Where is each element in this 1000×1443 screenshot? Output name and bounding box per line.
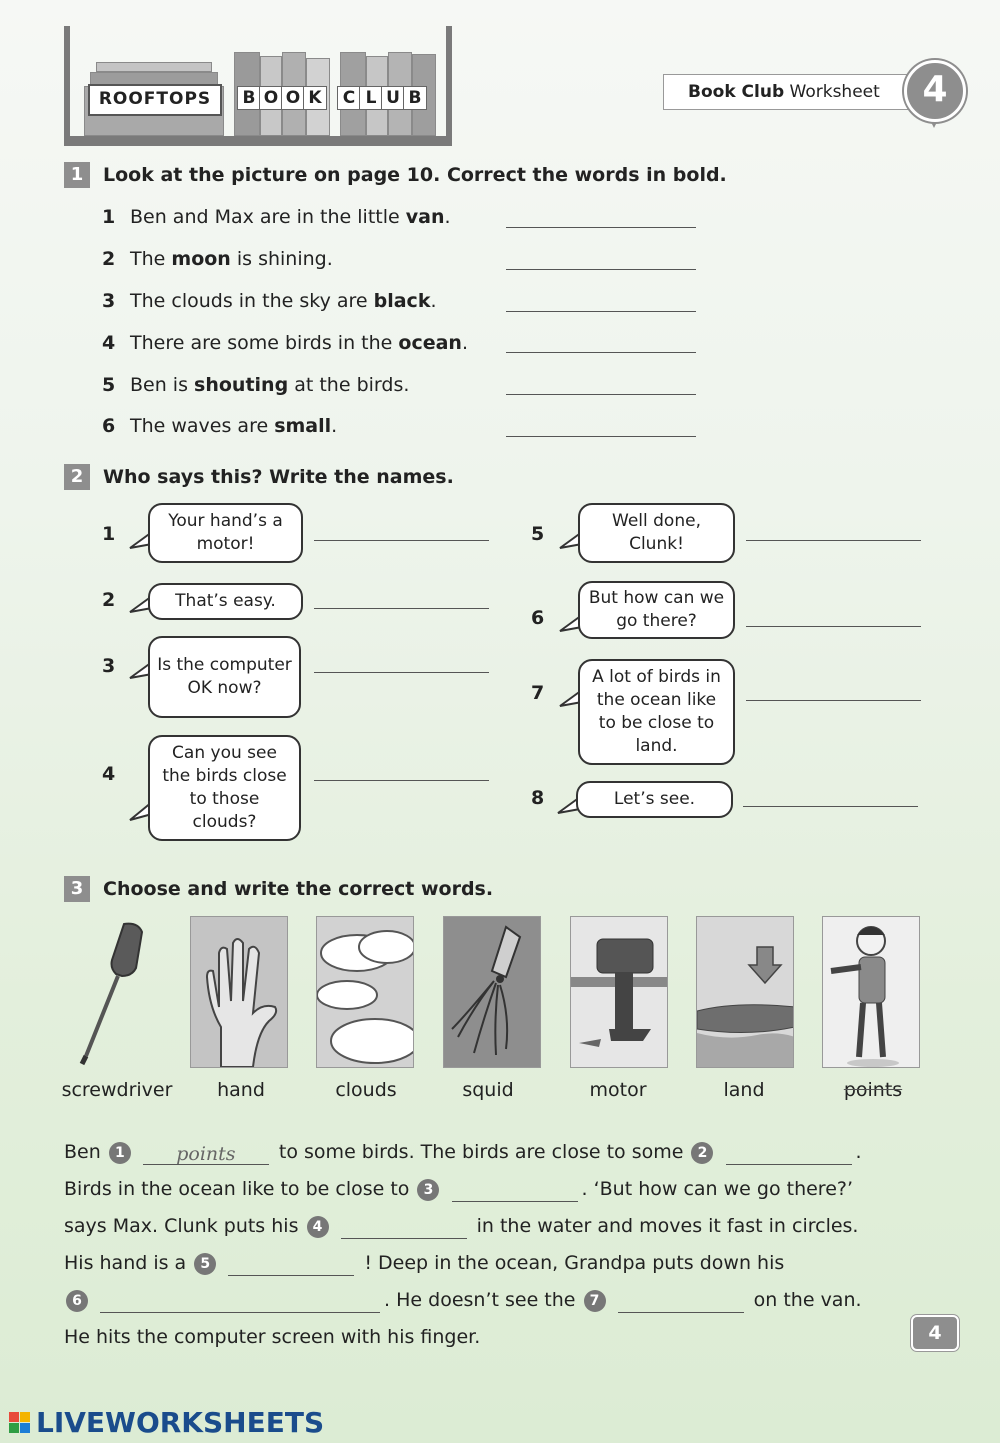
bold-word: moon: [171, 248, 231, 270]
logo-letter: K: [303, 86, 327, 110]
page-number: 4: [911, 1315, 959, 1351]
answer-input[interactable]: [228, 1255, 354, 1276]
rooftops-label: ROOFTOPS: [88, 84, 222, 116]
speech-bubble: Can you see the birds close to those clouds?: [148, 735, 301, 841]
clouds-image: [316, 916, 414, 1068]
land-image: [696, 916, 794, 1068]
answer-input[interactable]: [314, 540, 489, 541]
worksheet-number-badge: 4: [904, 60, 966, 122]
word-label: motor: [589, 1079, 647, 1101]
answer-input[interactable]: [506, 436, 696, 437]
answer-input[interactable]: [506, 394, 696, 395]
liveworksheets-logo-icon: [9, 1412, 31, 1434]
item-number: 1: [102, 206, 116, 228]
passage-line: [64, 1287, 862, 1313]
word-label-used: points: [843, 1079, 903, 1101]
answer-input[interactable]: [506, 311, 696, 312]
word-label: hand: [217, 1079, 265, 1101]
blank-number: 4: [307, 1216, 329, 1238]
answer-input[interactable]: [506, 227, 696, 228]
bold-word: small: [274, 415, 332, 437]
bold-word: ocean: [398, 332, 462, 354]
item-text: .: [444, 206, 451, 228]
list-item: [102, 289, 437, 313]
bookshelf-base: [64, 136, 452, 146]
bold-word: shouting: [194, 374, 289, 396]
passage-text: .: [855, 1141, 862, 1163]
boy-pointing-image: [822, 916, 920, 1068]
speech-bubble: But how can we go there?: [578, 581, 735, 639]
item-number: 2: [102, 589, 116, 611]
worksheet-label-bold: Book Club: [688, 82, 785, 102]
answer-input[interactable]: [506, 352, 696, 353]
list-item: [102, 331, 468, 355]
blank-number: 5: [194, 1253, 216, 1275]
passage-text: in the water and moves it fast in circles.: [476, 1215, 859, 1237]
logo-letter: C: [337, 86, 361, 110]
item-number: 3: [102, 290, 116, 312]
logo-letter: U: [381, 86, 405, 110]
item-text: The: [130, 248, 172, 270]
speech-bubble: Well done, Clunk!: [578, 503, 735, 563]
item-number: 5: [531, 523, 545, 545]
speech-bubble: Let’s see.: [576, 781, 733, 818]
answer-input[interactable]: [506, 269, 696, 270]
item-text: .: [461, 332, 468, 354]
answer-input[interactable]: [314, 780, 489, 781]
item-number: 2: [102, 248, 116, 270]
word-label: screwdriver: [61, 1079, 173, 1101]
word-label: land: [723, 1079, 765, 1101]
speech-bubble: That’s easy.: [148, 583, 303, 620]
item-text: Ben is: [130, 374, 195, 396]
item-text: at the birds.: [288, 374, 410, 396]
item-text: There are some birds in the: [130, 332, 399, 354]
answer-input[interactable]: [100, 1292, 380, 1313]
passage-text: . ‘But how can we go there?’: [581, 1178, 854, 1200]
answer-input[interactable]: [314, 672, 489, 673]
passage-line: [64, 1213, 858, 1239]
motor-image: [570, 916, 668, 1068]
worksheet-label-rest: Worksheet: [784, 82, 880, 102]
blank-number: 3: [417, 1179, 439, 1201]
item-number: 6: [102, 415, 116, 437]
screwdriver-image: [72, 918, 152, 1070]
logo-letter: L: [359, 86, 383, 110]
item-number: 6: [531, 607, 545, 629]
bold-word: van: [405, 206, 445, 228]
item-text: Ben and Max are in the little: [130, 206, 406, 228]
list-item: [102, 414, 337, 438]
squid-image: [443, 916, 541, 1068]
word-label: clouds: [335, 1079, 397, 1101]
list-item: [102, 373, 409, 397]
list-item: [102, 247, 333, 271]
item-text: is shining.: [230, 248, 333, 270]
logo-letter: B: [403, 86, 427, 110]
passage-text: Ben: [64, 1141, 101, 1163]
speech-bubble: A lot of birds in the ocean like to be close to land.: [578, 659, 735, 765]
word-label: squid: [462, 1079, 514, 1101]
passage-line: [64, 1250, 784, 1276]
blank-number: 7: [584, 1290, 606, 1312]
item-text: The waves are: [130, 415, 275, 437]
answer-input[interactable]: [746, 626, 921, 627]
answer-input[interactable]: [618, 1292, 744, 1313]
section-number: 1: [64, 162, 90, 188]
list-item: [102, 205, 451, 229]
passage-line: [64, 1176, 853, 1202]
worksheet-label: [663, 74, 913, 110]
passage-text: ! Deep in the ocean, Grandpa puts down his: [364, 1252, 785, 1274]
answer-input[interactable]: [746, 700, 921, 701]
passage-text: Birds in the ocean like to be close to: [64, 1178, 410, 1200]
item-text: .: [331, 415, 338, 437]
item-number: 3: [102, 655, 116, 677]
blank-number: 2: [691, 1142, 713, 1164]
item-text: .: [430, 290, 437, 312]
item-number: 8: [531, 787, 545, 809]
section-number: 2: [64, 464, 90, 490]
bold-word: black: [373, 290, 431, 312]
answer-input[interactable]: [452, 1181, 578, 1202]
item-number: 5: [102, 374, 116, 396]
item-number: 4: [102, 332, 116, 354]
liveworksheets-footer[interactable]: LIVEWORKSHEETS: [36, 1406, 325, 1439]
passage-line: He hits the computer screen with his finger.: [64, 1326, 481, 1348]
example-answer: points: [143, 1144, 269, 1165]
hand-image: [190, 916, 288, 1068]
item-text: The clouds in the sky are: [130, 290, 374, 312]
item-number: 1: [102, 523, 116, 545]
speech-bubble: Your hand’s a motor!: [148, 503, 303, 563]
section-title: Look at the picture on page 10. Correct the words in bold.: [103, 164, 727, 186]
passage-text: to some birds. The birds are close to some: [278, 1141, 684, 1163]
passage-text: His hand is a: [64, 1252, 187, 1274]
logo-letter: O: [259, 86, 283, 110]
speech-bubble: Is the computer OK now?: [148, 636, 301, 718]
answer-input[interactable]: [314, 608, 489, 609]
logo-letter: B: [237, 86, 261, 110]
passage-text: on the van.: [753, 1289, 862, 1311]
answer-input[interactable]: [746, 540, 921, 541]
blank-number: 1: [109, 1142, 131, 1164]
section-title: Choose and write the correct words.: [103, 878, 494, 900]
section-number: 3: [64, 876, 90, 902]
passage-line: [64, 1139, 862, 1165]
answer-input[interactable]: [341, 1218, 467, 1239]
answer-input[interactable]: [743, 806, 918, 807]
passage-text: . He doesn’t see the: [384, 1289, 576, 1311]
blank-number: 6: [66, 1290, 88, 1312]
item-number: 7: [531, 682, 545, 704]
logo-letter: O: [281, 86, 305, 110]
passage-text: says Max. Clunk puts his: [64, 1215, 299, 1237]
answer-input[interactable]: [726, 1144, 852, 1165]
books-decoration: [70, 26, 446, 136]
item-number: 4: [102, 763, 116, 785]
section-title: Who says this? Write the names.: [103, 466, 454, 488]
